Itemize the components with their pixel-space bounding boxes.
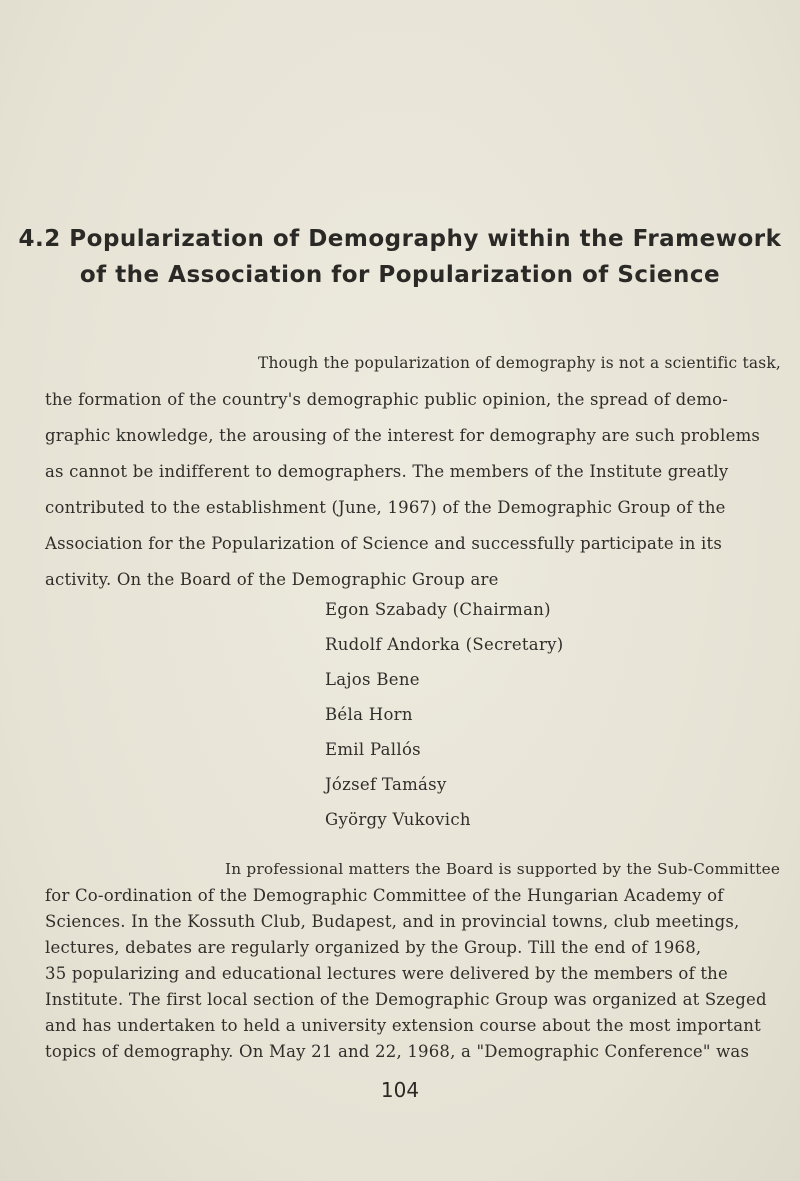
paragraph-1-line: contributed to the establishment (June, 1967) of the Demographic Group of the <box>45 498 726 517</box>
paragraph-1-line: activity. On the Board of the Demographic Group are <box>45 570 499 589</box>
paragraph-2-line: topics of demography. On May 21 and 22, 1968, a "Demographic Conference" was <box>45 1042 750 1061</box>
board-member: Béla Horn <box>325 705 413 724</box>
paragraph-1-line: Association for the Popularization of Science and successfully participate in its <box>45 534 722 553</box>
paragraph-2-line: Sciences. In the Kossuth Club, Budapest, and in provincial towns, club meetings, <box>45 912 740 931</box>
paragraph-1-line: as cannot be indifferent to demographers. The members of the Institute greatly <box>45 462 729 481</box>
board-member: József Tamásy <box>325 775 447 794</box>
paragraph-2-line: Institute. The first local section of the Demographic Group was organized at Szeged <box>45 990 767 1009</box>
board-member: Rudolf Andorka (Secretary) <box>325 635 564 654</box>
section-title-line-2: of the Association for Popularization of Science <box>79 262 721 288</box>
paragraph-1-line: Though the popularization of demography is not a scientific task, <box>258 354 781 372</box>
board-member: György Vukovich <box>325 810 471 829</box>
paragraph-2-line: and has undertaken to held a university extension course about the most important <box>45 1016 761 1035</box>
paragraph-1-line: graphic knowledge, the arousing of the interest for demography are such problems <box>45 426 761 445</box>
board-member: Emil Pallós <box>325 740 421 759</box>
paragraph-1-line: the formation of the country's demographic public opinion, the spread of demo- <box>45 390 729 409</box>
board-member: Egon Szabady (Chairman) <box>325 600 551 619</box>
paragraph-2-line: lectures, debates are regularly organized by the Group. Till the end of 1968, <box>45 938 702 957</box>
board-member: Lajos Bene <box>325 670 420 689</box>
section-title-line-1: 4.2 Popularization of Demography within the Framework <box>18 226 782 252</box>
paragraph-2-line: for Co-ordination of the Demographic Committee of the Hungarian Academy of <box>45 886 724 905</box>
paragraph-2-line: In professional matters the Board is supported by the Sub-Committee <box>225 860 781 878</box>
paragraph-2-line: 35 popularizing and educational lectures were delivered by the members of the <box>45 964 728 983</box>
page-number: 104 <box>380 1078 420 1102</box>
